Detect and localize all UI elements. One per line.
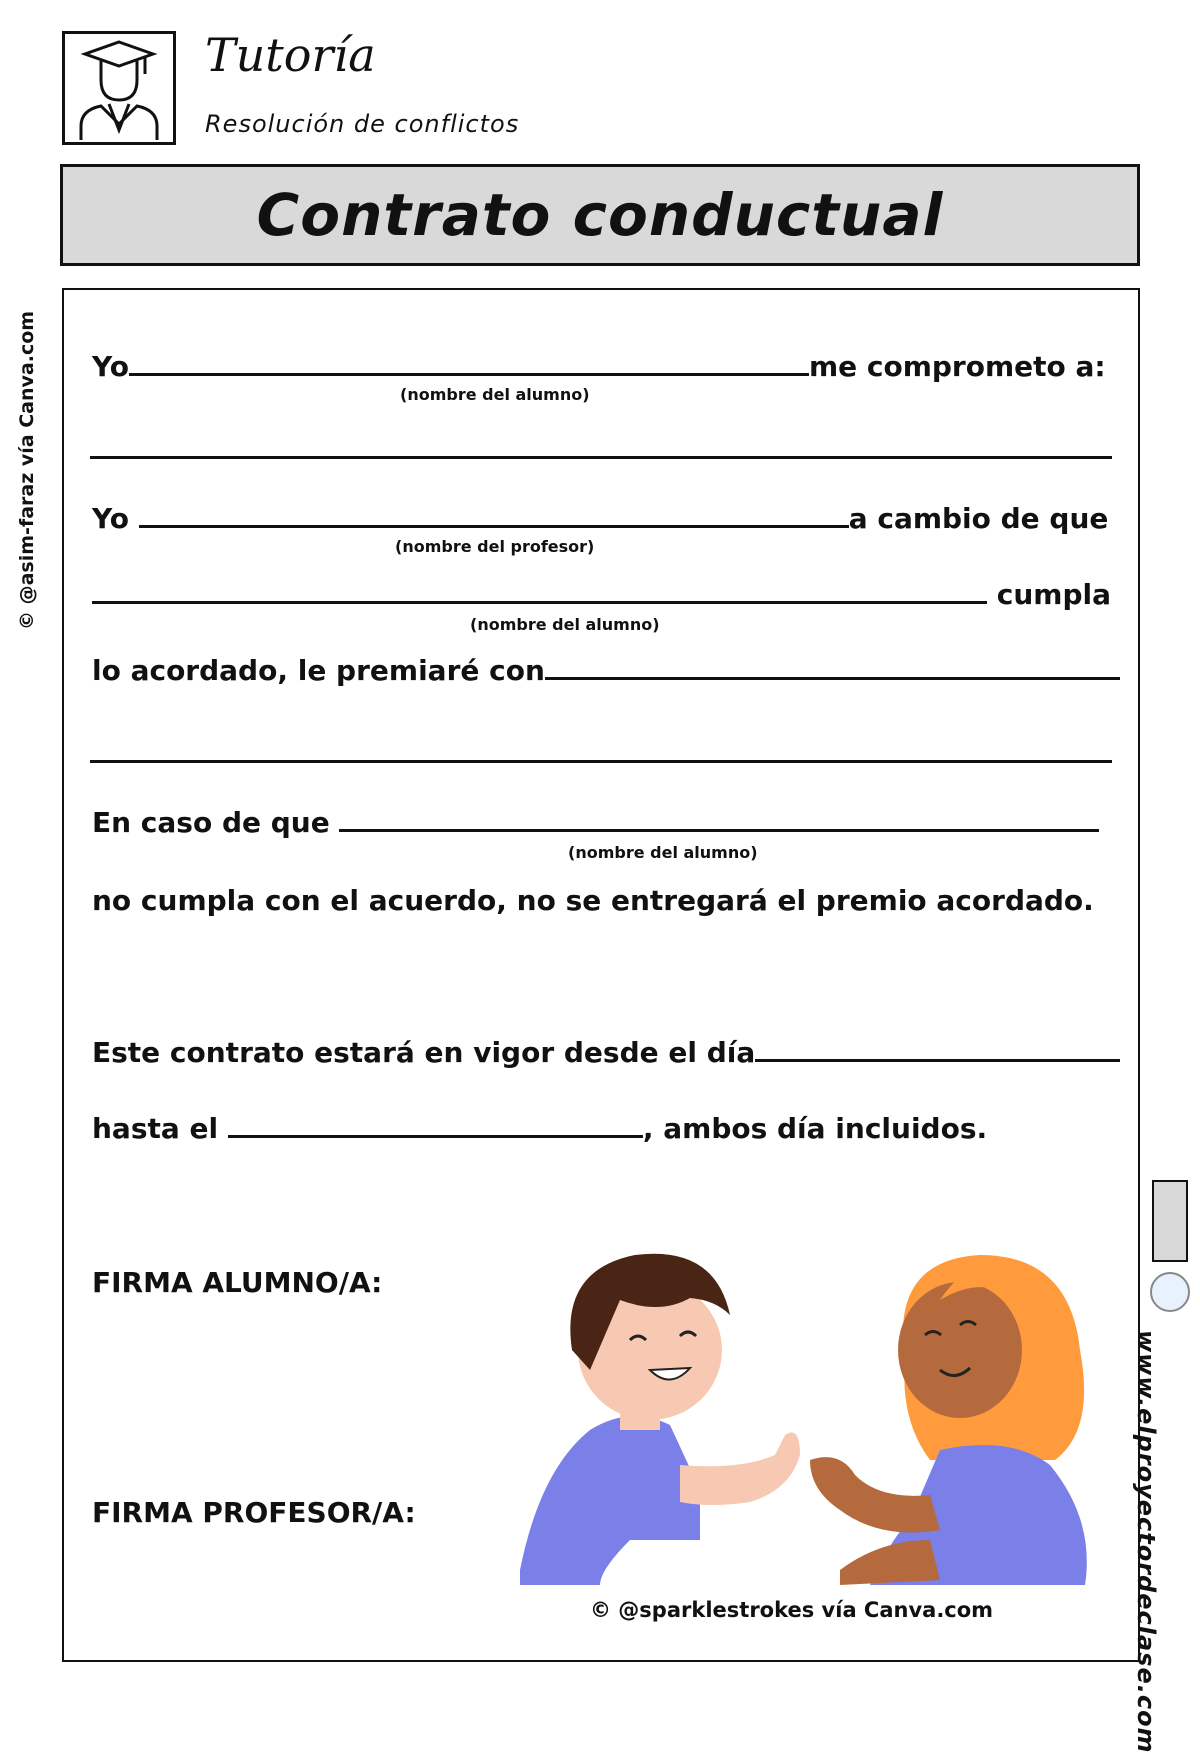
blank-student-name-1[interactable] xyxy=(129,373,809,376)
line4-end: cumpla xyxy=(996,578,1111,611)
contract-line-4 xyxy=(92,578,1111,611)
hint-teacher: (nombre del profesor) xyxy=(395,537,595,556)
line3-end: a cambio de que xyxy=(848,502,1109,535)
contract-line-5 xyxy=(92,654,1120,687)
contract-line-10 xyxy=(92,1112,987,1145)
site-logo-badge xyxy=(1150,1272,1190,1312)
title-bar xyxy=(60,164,1140,266)
website-credit[interactable]: www.elproyectordeclase.com xyxy=(1132,1330,1160,1754)
blank-reward-continued[interactable] xyxy=(90,760,1112,763)
pinky-promise-illustration xyxy=(510,1240,1100,1592)
header-title: Tutoría xyxy=(205,28,376,82)
contract-line-7 xyxy=(92,806,1099,839)
line7-start: En caso de que xyxy=(92,806,330,839)
line10-start: hasta el xyxy=(92,1112,219,1145)
contract-line-9 xyxy=(92,1036,1120,1069)
left-credit: © @asim-faraz vía Canva.com xyxy=(16,310,38,630)
contract-line-1 xyxy=(92,350,1106,383)
blank-student-name-3[interactable] xyxy=(339,829,1099,832)
line3-start: Yo xyxy=(92,502,129,535)
blank-start-date[interactable] xyxy=(755,1059,1120,1062)
hint-student-3: (nombre del alumno) xyxy=(568,843,758,862)
hint-student-2: (nombre del alumno) xyxy=(470,615,660,634)
header-subtitle: Resolución de conflictos xyxy=(205,110,520,138)
hint-student-1: (nombre del alumno) xyxy=(400,385,590,404)
line5-start: lo acordado, le premiaré con xyxy=(92,654,545,687)
graduate-icon xyxy=(65,34,173,142)
blank-student-name-2[interactable] xyxy=(92,601,987,604)
blank-commitment[interactable] xyxy=(90,456,1112,459)
contract-line-3 xyxy=(92,502,1108,535)
blank-reward[interactable] xyxy=(545,677,1120,680)
line1-end: me comprometo a: xyxy=(808,350,1106,383)
signature-teacher-label: FIRMA PROFESOR/A: xyxy=(92,1496,416,1529)
line1-start: Yo xyxy=(92,350,129,383)
blank-teacher-name[interactable] xyxy=(139,525,849,528)
contract-line-8: no cumpla con el acuerdo, no se entregará el premio acordado. xyxy=(92,884,1094,917)
line9-start: Este contrato estará en vigor desde el día xyxy=(92,1036,756,1069)
blank-end-date[interactable] xyxy=(228,1135,643,1138)
page-title: Contrato conductual xyxy=(256,181,944,249)
creative-commons-badge xyxy=(1152,1180,1188,1262)
header-logo-box xyxy=(62,31,176,145)
line10-end: , ambos día incluidos. xyxy=(642,1112,988,1145)
illustration-credit: © @sparklestrokes vía Canva.com xyxy=(590,1598,994,1622)
signature-student-label: FIRMA ALUMNO/A: xyxy=(92,1266,383,1299)
